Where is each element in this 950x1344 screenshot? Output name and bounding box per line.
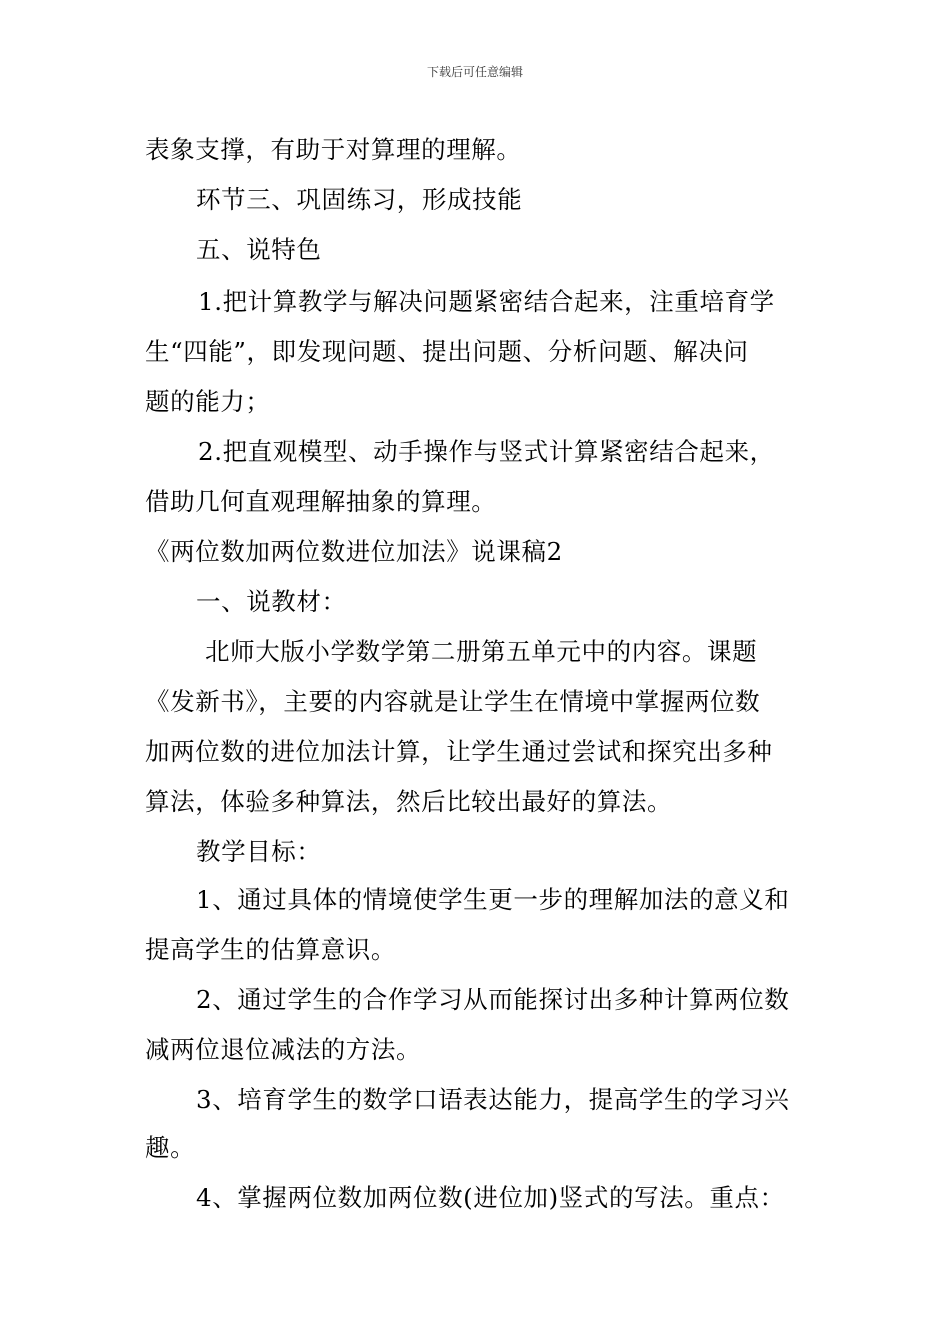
text-line: 加两位数的进位加法计算，让学生通过尝试和探究出多种: [145, 737, 773, 766]
section-heading: 教学目标：: [196, 837, 322, 866]
text-line: 题的能力；: [145, 387, 271, 416]
text-line: 提高学生的估算意识。: [145, 935, 396, 964]
text-line: 环节三、巩固练习，形成技能: [196, 185, 523, 214]
text-line: 生“四能”，即发现问题、提出问题、分析问题、解决问: [145, 337, 749, 366]
text-line: 3、培育学生的数学口语表达能力，提高学生的学习兴: [196, 1085, 790, 1114]
text-line: 2、通过学生的合作学习从而能探讨出多种计算两位数: [196, 985, 790, 1014]
section-heading: 五、说特色: [196, 235, 322, 264]
text-line: 1.把计算教学与解决问题紧密结合起来，注重培育学: [198, 287, 775, 316]
text-line: 4、掌握两位数加两位数(进位加)竖式的写法。重点：: [196, 1183, 785, 1212]
text-line: 趣。: [145, 1133, 196, 1162]
section-heading: 一、说教材：: [196, 587, 347, 616]
text-line: 表象支撑，有助于对算理的理解。: [145, 135, 522, 164]
text-line: 借助几何直观理解抽象的算理。: [145, 487, 497, 516]
text-line: 2.把直观模型、动手操作与竖式计算紧密结合起来，: [198, 437, 775, 466]
text-line: 算法，体验多种算法，然后比较出最好的算法。: [145, 787, 673, 816]
text-line: 《发新书》，主要的内容就是让学生在情境中掌握两位数: [145, 687, 761, 716]
text-line: 减两位退位减法的方法。: [145, 1035, 422, 1064]
page-header: 下载后可任意编辑: [426, 65, 523, 79]
document-title: 《两位数加两位数进位加法》说课稿2: [145, 537, 563, 566]
text-line: 1、通过具体的情境使学生更一步的理解加法的意义和: [196, 885, 790, 914]
text-line: 北师大版小学数学第二册第五单元中的内容。课题: [205, 637, 758, 666]
